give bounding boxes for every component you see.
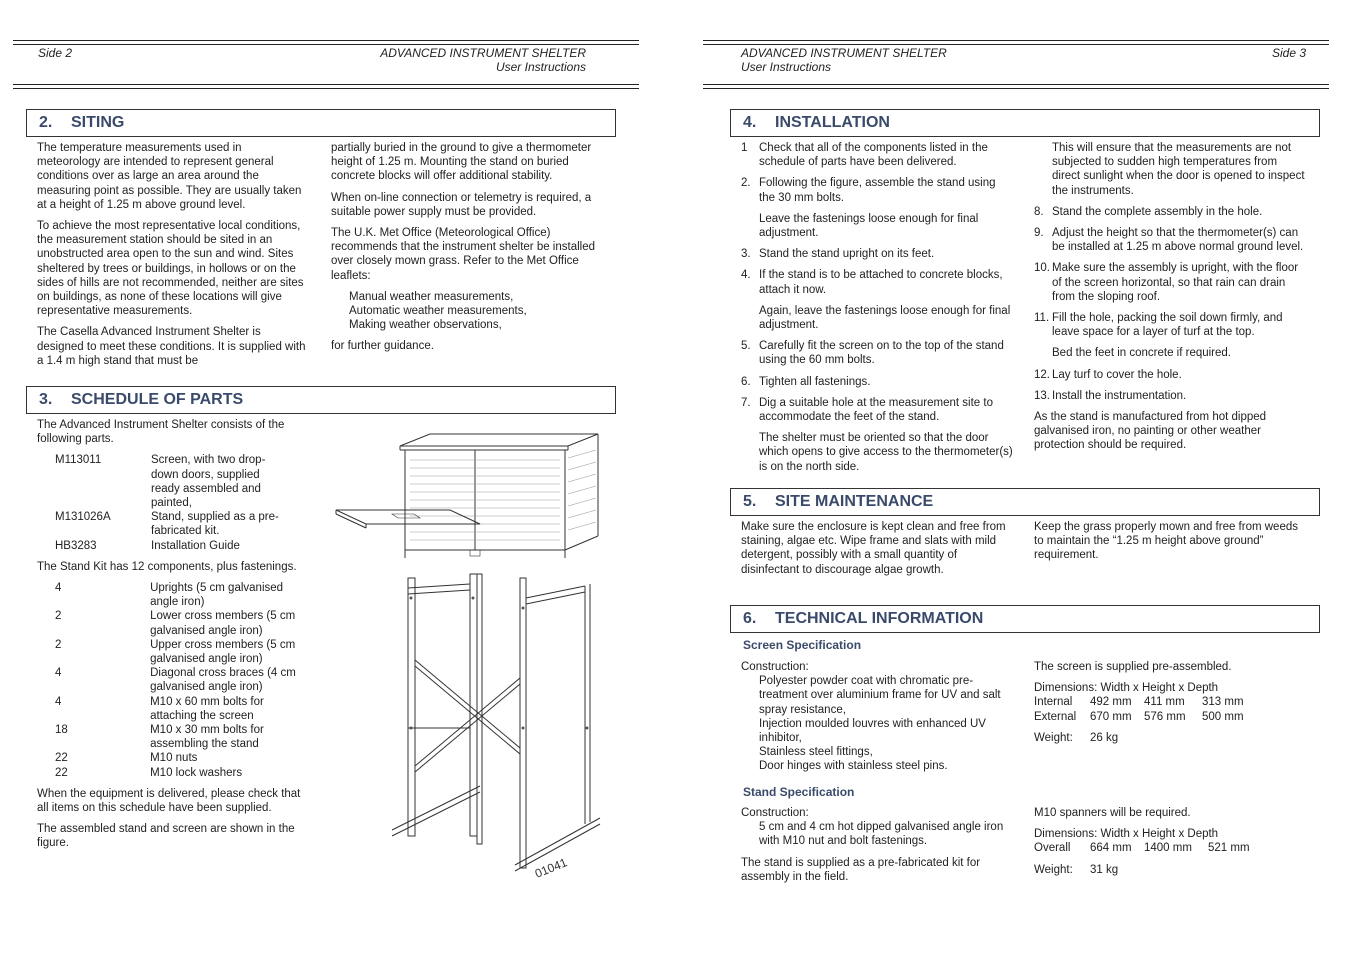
- dims-depth: 521 mm: [1208, 842, 1250, 855]
- step: [1034, 389, 1306, 403]
- header-title-text: ADVANCED INSTRUMENT SHELTER: [741, 46, 947, 60]
- screen-specs: [1034, 660, 1314, 745]
- kit-desc: M10 nuts: [150, 752, 198, 765]
- dims-row-label: Internal: [1034, 696, 1073, 709]
- paragraph: The screen is supplied pre-assembled.: [1034, 661, 1232, 673]
- paragraph: for further guidance.: [331, 340, 434, 353]
- dims-label: Dimensions: Width x Height x Depth: [1034, 682, 1219, 695]
- siting-col2: [331, 141, 599, 361]
- step: [1034, 205, 1306, 219]
- weight-value: 31 kg: [1090, 863, 1119, 876]
- header-rule-top: [703, 44, 1329, 45]
- step-number: 3.: [741, 248, 751, 261]
- header-rule-bottom: [703, 84, 1329, 85]
- step: [741, 375, 1013, 389]
- dims-label: Dimensions: Width x Height x Depth: [1034, 828, 1219, 841]
- figure-label: 01041: [532, 855, 570, 881]
- dims-height: 411 mm: [1144, 696, 1185, 709]
- dims-width: 670 mm: [1090, 710, 1132, 723]
- kit-desc: M10 x 30 mm bolts for assembling the stand: [150, 724, 264, 751]
- step-text: Following the figure, assemble the stand using the 30 mm bolts.: [759, 177, 996, 204]
- step-number: 11.: [1034, 312, 1050, 325]
- paragraph: When the equipment is delivered, please check that all items on this schedule have been supplied.: [37, 787, 301, 815]
- construction-label: Construction:: [741, 807, 809, 819]
- kit-table: [55, 581, 309, 780]
- kit-qty: 18: [55, 724, 68, 737]
- part-desc: Installation Guide: [151, 539, 240, 552]
- step-number: 1: [741, 142, 748, 154]
- leaflet-item: Manual weather measurements,: [349, 290, 514, 303]
- step: [1034, 226, 1306, 254]
- table-row: [55, 723, 309, 751]
- step: [741, 268, 1013, 296]
- table-row: [55, 751, 309, 765]
- paragraph: To achieve the most representative local conditions, the measurement station should be sited in an unobstructed area open to the sun and wind. Sites sheltered by trees or buildings, in hollows or on the sides of hills are not recommended, neither are sites on buildings, as none of these locations will give representative measurements.: [37, 220, 304, 318]
- stand-construction: [741, 806, 1013, 884]
- step-number: 4.: [741, 269, 751, 282]
- section-heading-siting: [26, 109, 616, 137]
- kit-qty: 22: [55, 766, 68, 779]
- step-text: Make sure the assembly is upright, with the floor of the screen horizontal, so that rain can drain from the sloping roof.: [1052, 262, 1299, 303]
- section-heading-technical: [730, 605, 1320, 633]
- step-text: Tighten all fastenings.: [759, 375, 871, 388]
- section-number: 2.: [39, 114, 53, 131]
- step-number: 5.: [741, 340, 751, 353]
- header-title: [300, 46, 586, 74]
- part-code: M113011: [55, 454, 102, 467]
- kit-desc: Uprights (5 cm galvanised angle iron): [150, 582, 284, 609]
- dims-depth: 500 mm: [1202, 710, 1244, 723]
- dims-width: 492 mm: [1090, 696, 1132, 709]
- section-title: INSTALLATION: [775, 114, 890, 131]
- step-text: Stand the stand upright on its feet.: [759, 248, 935, 261]
- page-number: Side 3: [1271, 46, 1306, 60]
- kit-desc: Lower cross members (5 cm galvanised angle iron): [150, 610, 296, 637]
- section-heading-maintenance: [730, 488, 1320, 516]
- construction-item: Polyester powder coat with chromatic pre-treatment over aluminium frame for UV and salt spray resistance,: [759, 675, 1001, 716]
- part-desc: Stand, supplied as a pre-fabricated kit.: [151, 511, 279, 538]
- installation-col2: [1034, 141, 1306, 460]
- header-subtitle: User Instructions: [495, 60, 586, 74]
- section-number: 4.: [743, 114, 757, 131]
- screen-louvres: [410, 450, 596, 540]
- step-text: If the stand is to be attached to concrete blocks, attach it now.: [759, 269, 1003, 296]
- paragraph: The assembled stand and screen are shown in the figure.: [37, 823, 295, 850]
- weight-label: Weight:: [1034, 731, 1073, 744]
- section-heading-schedule: [26, 386, 616, 414]
- header-rule-top: [13, 44, 639, 45]
- schedule-text: [37, 418, 309, 858]
- section-title: SITING: [71, 114, 125, 131]
- siting-col1: [37, 141, 307, 375]
- paragraph: The temperature measurements used in meteorology are intended to represent general conditions over as large an area around the measuring point as possible. They are usually taken at a height of 1.25 m above ground level.: [37, 142, 302, 211]
- dims-row: [1034, 695, 1314, 709]
- kit-desc: M10 x 60 mm bolts for attaching the screen: [150, 695, 264, 722]
- parts-table: [55, 453, 291, 552]
- paragraph: The Stand Kit has 12 components, plus fastenings.: [37, 560, 297, 573]
- kit-qty: 22: [55, 752, 68, 765]
- step-note: Bed the feet in concrete if required.: [1052, 347, 1231, 360]
- leaflet-item: Automatic weather measurements,: [349, 305, 527, 318]
- header-rule-bottom: [13, 88, 639, 89]
- construction-item: Injection moulded louvres with enhanced UV inhibitor,: [759, 717, 986, 745]
- step: [741, 396, 1013, 424]
- maintenance-col1: Make sure the enclosure is kept clean and free from staining, algae etc. Wipe frame and slats with mild detergent, possibly with a small quantity of disinfectant to discourage algae growth.: [741, 521, 1006, 576]
- table-row: [55, 638, 309, 666]
- step-text: Adjust the height so that the thermometer(s) can be installed at 1.25 m above normal ground level.: [1052, 227, 1304, 254]
- step-number: 6.: [741, 375, 751, 388]
- stand-spec-heading: Stand Specification: [743, 785, 855, 799]
- header-title-text: ADVANCED INSTRUMENT SHELTER: [380, 46, 586, 60]
- drop-down-door: [336, 510, 480, 524]
- construction-item: 5 cm and 4 cm hot dipped galvanised angle iron with M10 nut and bolt fastenings.: [759, 821, 1004, 848]
- screen-roof: [400, 434, 598, 446]
- step-number: 9.: [1034, 227, 1044, 240]
- step-number: 8.: [1034, 205, 1044, 218]
- screen-spec-heading: Screen Specification: [743, 638, 862, 652]
- step: [741, 247, 1013, 261]
- leaflet-list: [331, 290, 599, 333]
- kit-qty: 4: [55, 695, 62, 708]
- dims-depth: 313 mm: [1202, 696, 1244, 709]
- step: [741, 141, 1013, 169]
- leaflet-item: Making weather observations,: [349, 319, 502, 332]
- section-title: SCHEDULE OF PARTS: [71, 391, 244, 408]
- dims-height: 1400 mm: [1144, 842, 1192, 855]
- kit-qty: 2: [55, 610, 62, 623]
- weight-value: 26 kg: [1090, 731, 1119, 744]
- step: [741, 339, 1013, 367]
- page-number: Side 2: [38, 46, 73, 60]
- paragraph: The stand is supplied as a pre-fabricated kit for assembly in the field.: [741, 856, 981, 883]
- step-note: This will ensure that the measurements are not subjected to sudden high temperatures from direct sunlight when the door is opened to inspect the instruments.: [1052, 142, 1305, 197]
- dims-row: [1034, 841, 1314, 855]
- part-code: M131026A: [55, 511, 111, 524]
- step-note: The shelter must be oriented so that the door which opens to give access to the thermometer(s) is on the north side.: [759, 432, 1013, 473]
- step-text: Stand the complete assembly in the hole.: [1052, 205, 1263, 218]
- installation-col1: [741, 141, 1013, 481]
- paragraph: When on-line connection or telemetry is required, a suitable power supply must be provided.: [331, 191, 592, 218]
- paragraph: The Casella Advanced Instrument Shelter is designed to meet these conditions. It is supplied with a 1.4 m high stand that must be: [37, 326, 306, 367]
- step: [1034, 368, 1306, 382]
- construction-item: Door hinges with stainless steel pins.: [759, 760, 948, 773]
- kit-qty: 2: [55, 638, 62, 651]
- step-text: Fill the hole, packing the soil down firmly, and leave space for a layer of turf at the top.: [1052, 312, 1283, 339]
- section-number: 6.: [743, 610, 757, 627]
- step-number: 10.: [1034, 262, 1050, 275]
- step: [1034, 261, 1306, 304]
- construction-item: Stainless steel fittings,: [759, 746, 873, 759]
- step-text: Dig a suitable hole at the measurement site to accommodate the feet of the stand.: [759, 396, 993, 424]
- step-note: Leave the fastenings loose enough for final adjustment.: [759, 212, 979, 240]
- header-title: [741, 46, 947, 74]
- screen-construction: [741, 660, 1013, 774]
- paragraph: M10 spanners will be required.: [1034, 807, 1191, 819]
- dims-height: 576 mm: [1144, 710, 1186, 723]
- weight-label: Weight:: [1034, 863, 1073, 876]
- header-rule-top: [13, 40, 639, 41]
- dims-row-label: Overall: [1034, 842, 1071, 855]
- section-heading-installation: [730, 109, 1320, 137]
- stand-specs: [1034, 806, 1314, 877]
- step-text: Carefully fit the screen on to the top of the stand using the 60 mm bolts.: [759, 340, 1004, 367]
- header-rule-bottom: [703, 88, 1329, 89]
- table-row: [55, 609, 309, 637]
- construction-label: Construction:: [741, 661, 809, 673]
- step-number: 2.: [741, 177, 751, 190]
- weight-row: [1034, 731, 1314, 745]
- paragraph: As the stand is manufactured from hot dipped galvanised iron, no painting or other weather protection should be required.: [1034, 411, 1267, 452]
- header-subtitle: User Instructions: [741, 60, 832, 74]
- step: [1034, 311, 1306, 339]
- shelter-stand-figure: [330, 428, 610, 883]
- step-note: Again, leave the fastenings loose enough for final adjustment.: [759, 304, 1011, 332]
- section-title: TECHNICAL INFORMATION: [775, 610, 984, 627]
- maintenance-col2: Keep the grass properly mown and free from weeds to maintain the “1.25 m height above ground” requirement.: [1034, 521, 1298, 562]
- table-row: [55, 766, 309, 780]
- table-row: [55, 581, 309, 609]
- step-number: 7.: [741, 396, 751, 409]
- kit-qty: 4: [55, 667, 62, 680]
- section-number: 5.: [743, 493, 757, 510]
- table-row: [55, 539, 291, 553]
- table-row: [55, 666, 309, 694]
- kit-desc: Upper cross members (5 cm galvanised angle iron): [150, 638, 296, 666]
- section-number: 3.: [39, 391, 53, 408]
- dims-width: 664 mm: [1090, 842, 1132, 855]
- kit-qty: 4: [55, 582, 62, 595]
- stand-frame: [392, 574, 600, 871]
- kit-desc: M10 lock washers: [150, 766, 243, 779]
- table-row: [55, 453, 291, 510]
- paragraph: The Advanced Instrument Shelter consists of the following parts.: [37, 419, 285, 446]
- table-row: [55, 510, 291, 538]
- step-text: Lay turf to cover the hole.: [1052, 368, 1182, 381]
- table-row: [55, 695, 309, 723]
- dims-row: [1034, 710, 1314, 724]
- step-text: Check that all of the components listed in the schedule of parts have been delivered.: [759, 142, 988, 169]
- weight-row: [1034, 863, 1314, 877]
- step: [741, 176, 1013, 204]
- header-rule-bottom: [13, 84, 639, 85]
- step-number: 12.: [1034, 368, 1050, 381]
- paragraph: partially buried in the ground to give a thermometer height of 1.25 m. Mounting the stand on buried concrete blocks will offer additional stability.: [331, 142, 592, 183]
- step-number: 13.: [1034, 389, 1050, 402]
- paragraph: The U.K. Met Office (Meteorological Office) recommends that the instrument shelter be installed over closely mown grass. Refer to the Met Office leaflets:: [331, 227, 595, 282]
- header-rule-top: [703, 40, 1329, 41]
- kit-desc: Diagonal cross braces (4 cm galvanised angle iron): [150, 667, 296, 694]
- part-code: HB3283: [55, 539, 97, 552]
- construction-list: [741, 674, 1013, 773]
- section-title: SITE MAINTENANCE: [775, 493, 934, 510]
- dims-row-label: External: [1034, 710, 1077, 723]
- step-text: Install the instrumentation.: [1052, 389, 1187, 402]
- part-desc: Screen, with two drop-down doors, supplied ready assembled and painted,: [151, 454, 266, 510]
